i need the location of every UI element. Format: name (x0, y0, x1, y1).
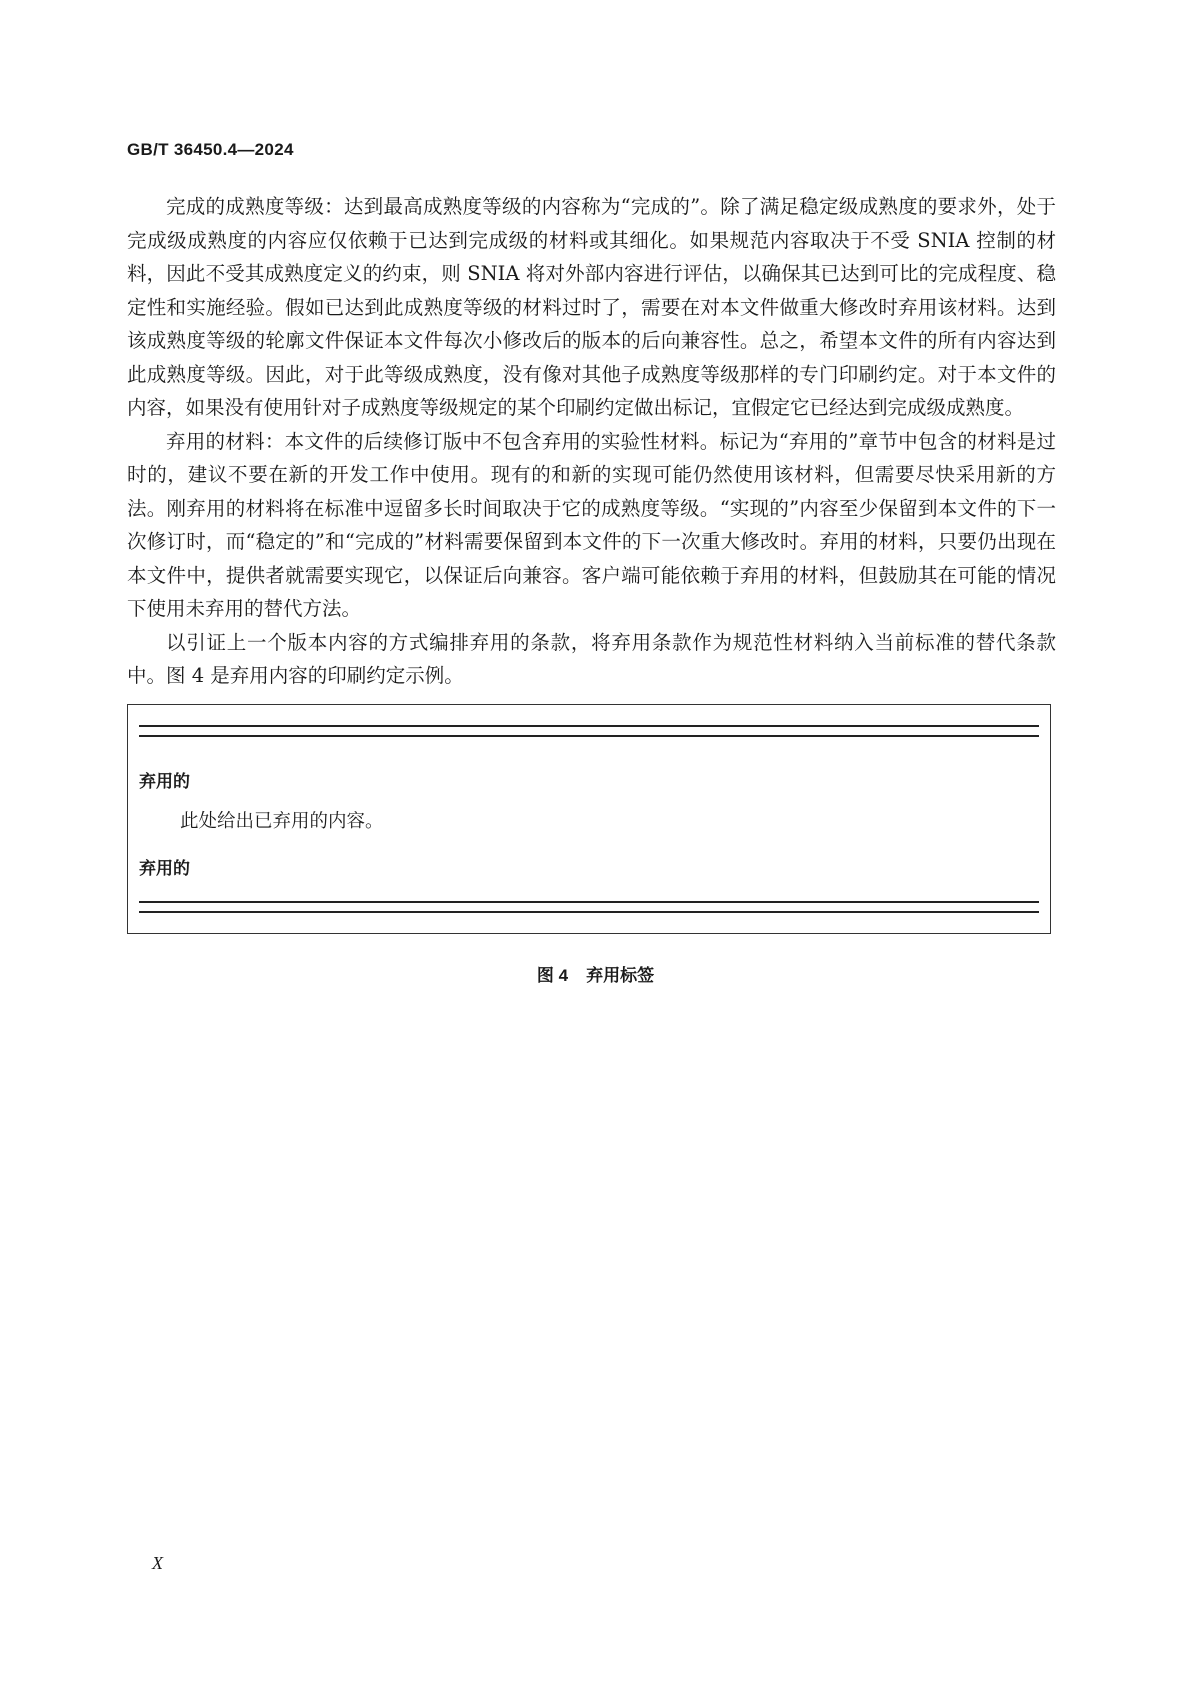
figure-number: 图 4 (536, 966, 569, 985)
deprecated-example-box (127, 704, 1051, 934)
paragraph-complete-maturity: 完成的成熟度等级：达到最高成熟度等级的内容称为“完成的”。除了满足稳定级成熟度的要求外，处于完成级成熟度的内容应仅依赖于已达到完成级的材料或其细化。如果规范内容取决于不受 SNIA 控制的材料，因此不受其成熟度定义的约束，则 SNIA 将对外部内容进行评估，以确保其已达到可比的完成程度、稳定性和实施经验。假如已达到此成熟度等级的材料过时了，需要在对本文件做重大修改时弃用该材料。达到该成熟度等级的轮廓文件保证本文件每次小修改后的版本的后向兼容性。总之，希望本文件的所有内容达到此成熟度等级。因此，对于此等级成熟度，没有像对其他子成熟度等级那样的专门印刷约定。对于本文件的内容，如果没有使用针对子成熟度等级规定的某个印刷约定做出标记，宜假定它已经达到完成级成熟度。 (127, 195, 1056, 419)
paragraph-deprecated-clauses: 以引证上一个版本内容的方式编排弃用的条款，将弃用条款作为规范性材料纳入当前标准的替代条款中。图 4 是弃用内容的印刷约定示例。 (127, 630, 1056, 687)
page-number: X (152, 1553, 163, 1573)
deprecated-end-label: 弃用的 (139, 859, 190, 878)
top-double-rule (139, 725, 1039, 737)
body-text (127, 190, 1056, 693)
figure-title: 弃用标签 (586, 966, 655, 985)
deprecated-content-text: 此处给出已弃用的内容。 (180, 811, 384, 832)
deprecated-start-label: 弃用的 (139, 772, 190, 791)
paragraph-deprecated-material: 弃用的材料：本文件的后续修订版中不包含弃用的实验性材料。标记为“弃用的”章节中包含的材料是过时的，建议不要在新的开发工作中使用。现有的和新的实现可能仍然使用该材料，但需要尽快采用新的方法。刚弃用的材料将在标准中逗留多长时间取决于它的成熟度等级。“实现的”内容至少保留到本文件的下一次修订时，而“稳定的”和“完成的”材料需要保留到本文件的下一次重大修改时。弃用的材料，只要仍出现在本文件中，提供者就需要实现它，以保证后向兼容。客户端可能依赖于弃用的材料，但鼓励其在可能的情况下使用未弃用的替代方法。 (127, 429, 1056, 620)
figure-caption (0, 961, 1191, 986)
standard-number-header: GB/T 36450.4—2024 (127, 140, 294, 159)
bottom-double-rule (139, 901, 1039, 913)
